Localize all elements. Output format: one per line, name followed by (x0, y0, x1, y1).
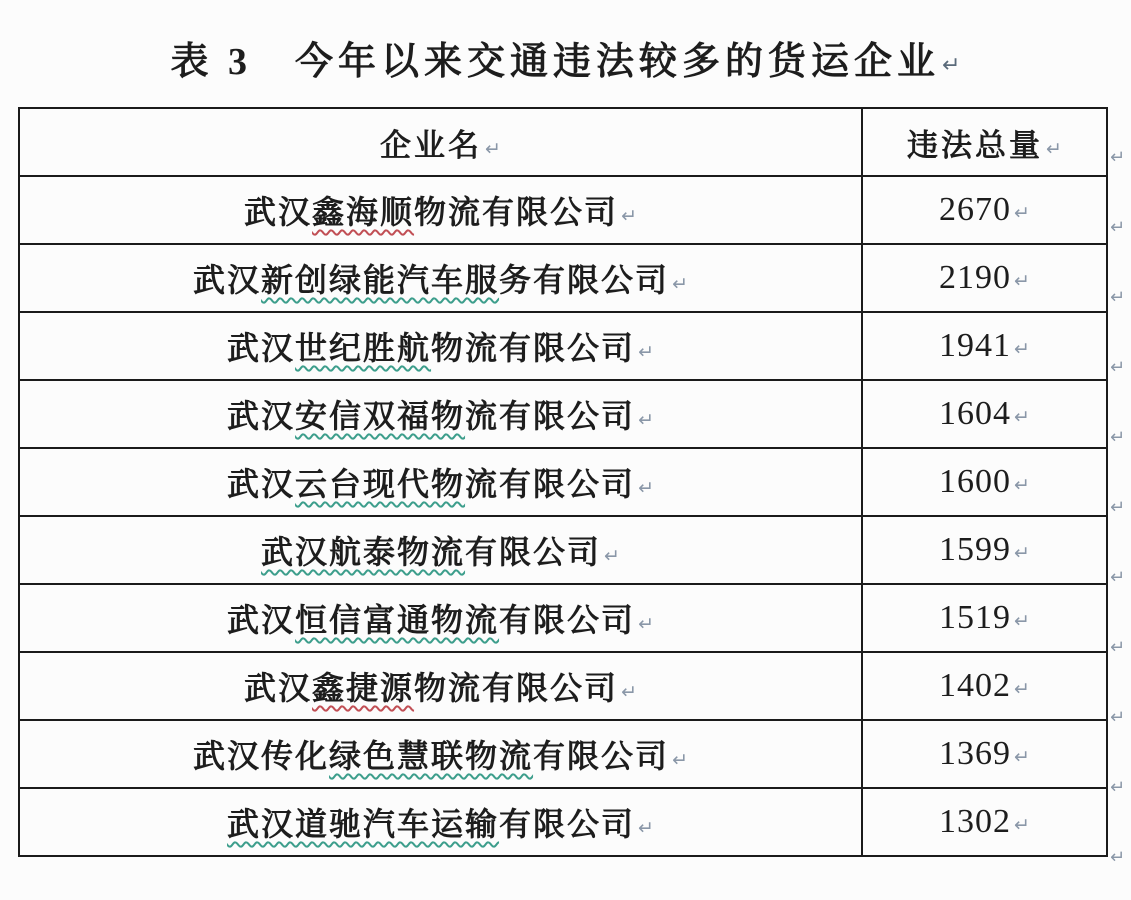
company-suffix: 有限公司 (533, 738, 670, 774)
company-suffix: 务有限公司 (499, 262, 670, 298)
header-total-violations[interactable] (862, 108, 1107, 176)
paragraph-mark-icon: ↵ (1014, 270, 1030, 292)
company-marked: 鑫海顺 (312, 194, 415, 230)
paragraph-mark-icon: ↵ (621, 205, 637, 227)
company-suffix: 流有限公司 (465, 398, 636, 434)
company-marked: 世纪胜航 (295, 330, 432, 366)
company-prefix: 武汉 (227, 466, 296, 502)
violation-count-cell[interactable] (862, 380, 1107, 448)
paragraph-mark-icon: ↵ (638, 613, 654, 635)
row-end-paragraph-mark-icon: ↵ (1110, 427, 1126, 448)
row-end-paragraph-mark-icon: ↵ (1110, 357, 1126, 378)
company-prefix: 武汉 (244, 670, 313, 706)
company-suffix: 有限公司 (465, 534, 602, 570)
table-row (19, 516, 1107, 584)
company-suffix: 物流有限公司 (414, 670, 619, 706)
company-prefix: 武汉 (227, 330, 296, 366)
page-title-text: 表 3 今年以来交通违法较多的货运企业 (170, 41, 941, 83)
company-cell[interactable] (19, 244, 862, 312)
company-marked: 绿色慧联物流 (329, 738, 534, 774)
company-cell[interactable] (19, 788, 862, 856)
table-row (19, 176, 1107, 244)
violation-count-cell[interactable] (862, 584, 1107, 652)
company-cell[interactable] (19, 720, 862, 788)
violation-count: 1519 (939, 599, 1012, 636)
violation-count-cell[interactable] (862, 652, 1107, 720)
violation-count: 1604 (939, 395, 1012, 432)
header-total-violations-label: 违法总量 (907, 127, 1044, 163)
paragraph-mark-icon: ↵ (1014, 814, 1030, 836)
paragraph-mark-icon: ↵ (1014, 338, 1030, 360)
violation-count: 1941 (939, 327, 1012, 364)
paragraph-mark-icon: ↵ (638, 477, 654, 499)
paragraph-mark-icon: ↵ (1014, 406, 1030, 428)
paragraph-mark-icon: ↵ (604, 545, 620, 567)
table-row (19, 312, 1107, 380)
page-title (0, 30, 1131, 85)
company-suffix: 流有限公司 (465, 466, 636, 502)
table-row (19, 652, 1107, 720)
violation-count-cell[interactable] (862, 244, 1107, 312)
company-marked: 安信双福物 (295, 398, 466, 434)
row-end-paragraph-mark-icon: ↵ (1110, 497, 1126, 518)
header-company[interactable] (19, 108, 862, 176)
company-marked: 新创绿能汽车服 (261, 262, 500, 298)
violation-count: 1600 (939, 463, 1012, 500)
company-cell[interactable] (19, 176, 862, 244)
company-cell[interactable] (19, 516, 862, 584)
table-row (19, 244, 1107, 312)
paragraph-mark-icon: ↵ (1014, 610, 1030, 632)
company-cell[interactable] (19, 652, 862, 720)
paragraph-mark-icon: ↵ (942, 53, 961, 78)
table-row (19, 584, 1107, 652)
violation-count: 2670 (939, 191, 1012, 228)
violation-count-cell[interactable] (862, 176, 1107, 244)
company-cell[interactable] (19, 584, 862, 652)
violation-count-cell[interactable] (862, 720, 1107, 788)
violation-count: 1369 (939, 735, 1012, 772)
paragraph-mark-icon: ↵ (1014, 474, 1030, 496)
company-cell[interactable] (19, 312, 862, 380)
row-end-paragraph-mark-icon: ↵ (1110, 847, 1126, 868)
violation-count-cell[interactable] (862, 448, 1107, 516)
violation-count: 1402 (939, 667, 1012, 704)
paragraph-mark-icon: ↵ (1014, 678, 1030, 700)
violation-count: 1302 (939, 803, 1012, 840)
row-end-paragraph-mark-icon: ↵ (1110, 777, 1126, 798)
company-prefix: 武汉 (227, 398, 296, 434)
company-prefix: 武汉传化 (193, 738, 330, 774)
row-end-paragraph-mark-icon: ↵ (1110, 707, 1126, 728)
paragraph-mark-icon: ↵ (1014, 202, 1030, 224)
header-row (19, 108, 1107, 176)
row-end-paragraph-mark-icon: ↵ (1110, 287, 1126, 308)
paragraph-mark-icon: ↵ (1046, 137, 1062, 160)
header-company-label: 企业名 (380, 127, 483, 163)
table-row (19, 448, 1107, 516)
paragraph-mark-icon: ↵ (621, 681, 637, 703)
company-prefix: 武汉 (227, 602, 296, 638)
company-suffix: 有限公司 (499, 806, 636, 842)
company-marked: 恒信富通物流 (295, 602, 500, 638)
table-row (19, 720, 1107, 788)
paragraph-mark-icon: ↵ (638, 817, 654, 839)
company-marked: 云台现代物 (295, 466, 466, 502)
row-end-paragraph-mark-icon: ↵ (1110, 637, 1126, 658)
company-prefix: 武汉 (193, 262, 262, 298)
violation-count-cell[interactable] (862, 312, 1107, 380)
company-marked: 武汉航泰物流 (261, 534, 466, 570)
paragraph-mark-icon: ↵ (638, 409, 654, 431)
table-row (19, 380, 1107, 448)
paragraph-mark-icon: ↵ (1014, 542, 1030, 564)
paragraph-mark-icon: ↵ (672, 273, 688, 295)
paragraph-mark-icon: ↵ (638, 341, 654, 363)
violation-count: 1599 (939, 531, 1012, 568)
row-end-paragraph-mark-icon: ↵ (1110, 567, 1126, 588)
row-end-paragraph-mark-icon: ↵ (1110, 147, 1126, 168)
table-body (19, 176, 1107, 856)
violations-table (18, 107, 1108, 857)
table-row (19, 788, 1107, 856)
paragraph-mark-icon: ↵ (1014, 746, 1030, 768)
violation-count-cell[interactable] (862, 788, 1107, 856)
row-end-paragraph-mark-icon: ↵ (1110, 217, 1126, 238)
company-cell[interactable] (19, 380, 862, 448)
company-suffix: 物流有限公司 (431, 330, 636, 366)
violation-count: 2190 (939, 259, 1012, 296)
violation-count-cell[interactable] (862, 516, 1107, 584)
company-marked: 鑫捷源 (312, 670, 415, 706)
paragraph-mark-icon: ↵ (485, 137, 501, 160)
company-prefix: 武汉 (244, 194, 313, 230)
company-cell[interactable] (19, 448, 862, 516)
company-marked: 武汉道驰汽车运输 (227, 806, 500, 842)
company-suffix: 有限公司 (499, 602, 636, 638)
company-suffix: 物流有限公司 (414, 194, 619, 230)
paragraph-mark-icon: ↵ (672, 749, 688, 771)
